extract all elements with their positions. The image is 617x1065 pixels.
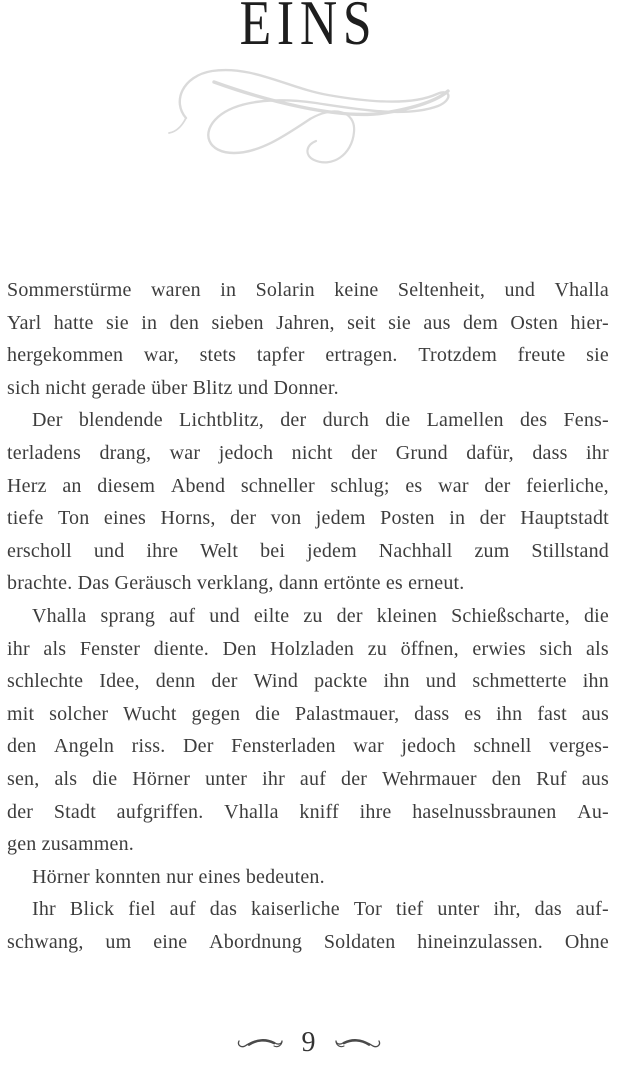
- text-line: brachte. Das Geräusch verklang, dann ertönte es erneut.: [7, 572, 465, 595]
- text-line: den Angeln riss. Der Fensterladen war jedoch schnell verges-: [7, 735, 609, 758]
- text-line: Yarl hatte sie in den sieben Jahren, seit sie aus dem Osten hier-: [7, 311, 609, 334]
- text-line: ihr als Fenster diente. Den Holzladen zu öffnen, erwies sich als: [7, 637, 609, 660]
- text-line: gen zusammen.: [7, 833, 135, 856]
- text-line: hergekommen war, stets tapfer ertragen. Trotzdem freute sie: [7, 344, 609, 367]
- text-line: sich nicht gerade über Blitz und Donner.: [7, 376, 339, 399]
- chapter-flourish-icon: [156, 60, 461, 175]
- text-line: Der blendende Lichtblitz, der durch die Lamellen des Fens-: [32, 409, 609, 432]
- text-line: sen, als die Hörner unter ihr auf der Wehrmauer den Ruf aus: [7, 767, 609, 790]
- footer-swash-left-icon: [236, 1035, 284, 1051]
- text-line: Vhalla sprang auf und eilte zu der kleinen Schießscharte, die: [32, 604, 609, 627]
- body-text: [7, 274, 609, 958]
- text-line: Hörner konnten nur eines bedeuten.: [32, 865, 325, 888]
- text-line: mit solcher Wucht gegen die Palastmauer, dass es ihn fast aus: [7, 702, 609, 725]
- text-line: schlechte Idee, denn der Wind packte ihn und schmetterte ihn: [7, 670, 609, 693]
- chapter-title: EINS: [239, 0, 378, 58]
- text-line: terladens drang, war jedoch nicht der Grund dafür, dass ihr: [7, 441, 609, 464]
- text-line: der Stadt aufgriffen. Vhalla kniff ihre haselnussbraunen Au-: [7, 800, 609, 823]
- page-number: 9: [301, 1027, 316, 1058]
- footer-swash-right-icon: [334, 1035, 382, 1051]
- text-line: Sommerstürme waren in Solarin keine Seltenheit, und Vhalla: [7, 279, 609, 301]
- text-line: schwang, um eine Abordnung Soldaten hineinzulassen. Ohne: [7, 930, 609, 953]
- text-line: Herz an diesem Abend schneller schlug; es war der feierliche,: [7, 474, 609, 497]
- text-line: Ihr Blick fiel auf das kaiserliche Tor tief unter ihr, das auf-: [32, 898, 609, 921]
- page-footer: [0, 1026, 617, 1060]
- text-line: erscholl und ihre Welt bei jedem Nachhall zum Stillstand: [7, 539, 609, 562]
- text-line: tiefe Ton eines Horns, der von jedem Posten in der Hauptstadt: [7, 507, 609, 530]
